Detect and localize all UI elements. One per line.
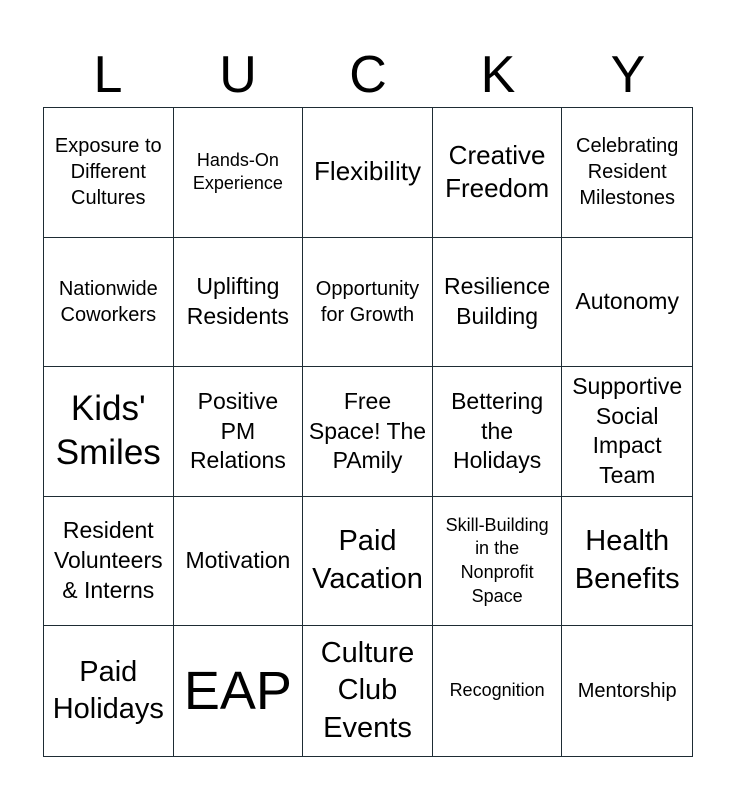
cell-label: Exposure to Different Cultures: [54, 134, 162, 210]
header-letter-c: C: [349, 46, 387, 104]
bingo-cell-3-5[interactable]: [562, 367, 692, 497]
bingo-cell-5-2[interactable]: [174, 626, 304, 756]
cell-label: Positive PM Relations: [189, 387, 286, 474]
cell-label: Autonomy: [575, 287, 679, 314]
bingo-cell-1-1[interactable]: [44, 108, 174, 238]
cell-label: EAP: [183, 660, 292, 721]
bingo-cell-5-1[interactable]: [44, 626, 174, 756]
cell-label: Paid Vacation: [312, 525, 423, 596]
cell-label: Skill-Building in the Nonprofit Space: [445, 514, 549, 606]
cell-label: Opportunity for Growth: [315, 277, 420, 326]
bingo-cell-4-4[interactable]: [433, 497, 563, 627]
cell-label: Creative Freedom: [445, 139, 550, 204]
bingo-header: [43, 42, 693, 108]
bingo-cell-2-3[interactable]: [303, 238, 433, 368]
cell-label: Motivation: [185, 547, 291, 574]
header-letter-y: Y: [610, 46, 646, 104]
cell-label: Mentorship: [577, 680, 677, 702]
cell-label: Celebrating Resident Milestones: [576, 134, 679, 210]
cell-label: Bettering the Holidays: [451, 387, 544, 474]
header-letter-u: U: [219, 46, 257, 104]
bingo-cell-2-4[interactable]: [433, 238, 563, 368]
bingo-cell-3-2[interactable]: [174, 367, 304, 497]
cell-label: Supportive Social Impact Team: [572, 372, 683, 489]
bingo-cell-4-1[interactable]: [44, 497, 174, 627]
cell-label: Nationwide Coworkers: [58, 277, 158, 326]
bingo-cell-2-2[interactable]: [174, 238, 304, 368]
cell-label: Health Benefits: [574, 525, 680, 596]
header-letter-k: K: [480, 46, 516, 104]
free-space-cell[interactable]: [303, 367, 433, 497]
bingo-cell-5-5[interactable]: [562, 626, 692, 756]
bingo-cell-2-5[interactable]: [562, 238, 692, 368]
bingo-cell-4-5[interactable]: [562, 497, 692, 627]
bingo-cell-5-3[interactable]: [303, 626, 433, 756]
bingo-cell-1-4[interactable]: [433, 108, 563, 238]
cell-label: Resilience Building: [444, 273, 551, 329]
cell-label: Free Space! The PAmily: [308, 387, 427, 474]
bingo-cell-5-4[interactable]: [433, 626, 563, 756]
cell-label: Resident Volunteers & Interns: [53, 517, 163, 604]
bingo-cell-1-5[interactable]: [562, 108, 692, 238]
cell-label: Uplifting Residents: [186, 273, 290, 329]
bingo-board: [43, 107, 693, 757]
bingo-cell-3-1[interactable]: [44, 367, 174, 497]
bingo-cell-1-2[interactable]: [174, 108, 304, 238]
cell-label: Kids' Smiles: [55, 389, 161, 473]
cell-label: Paid Holidays: [52, 655, 164, 726]
bingo-cell-4-3[interactable]: [303, 497, 433, 627]
cell-label: Recognition: [449, 680, 545, 701]
cell-label: Hands-On Experience: [192, 149, 283, 194]
cell-label: Flexibility: [314, 156, 421, 187]
bingo-cell-1-3[interactable]: [303, 108, 433, 238]
header-letter-l: L: [93, 46, 123, 104]
cell-label: Culture Club Events: [320, 636, 415, 745]
bingo-cell-2-1[interactable]: [44, 238, 174, 368]
bingo-cell-4-2[interactable]: [174, 497, 304, 627]
bingo-cell-3-4[interactable]: [433, 367, 563, 497]
